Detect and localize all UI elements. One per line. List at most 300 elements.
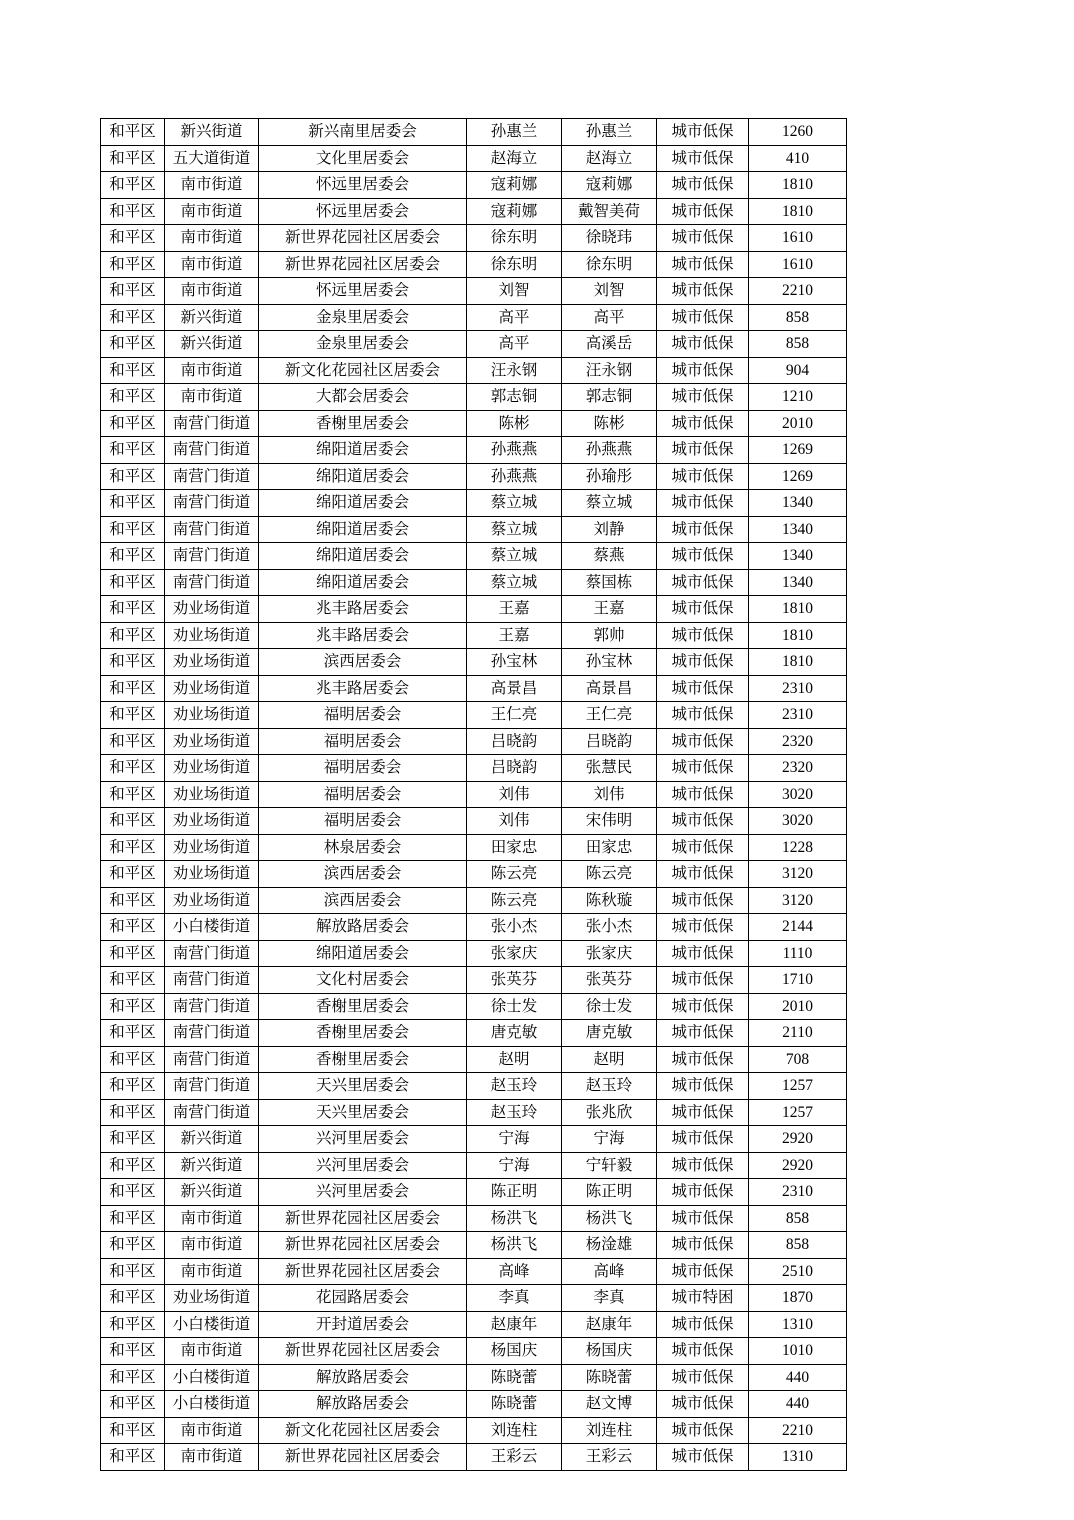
cell-committee: 福明居委会 — [259, 728, 467, 755]
cell-member: 徐士发 — [562, 993, 657, 1020]
cell-district: 和平区 — [101, 1020, 165, 1047]
table-row — [101, 1444, 847, 1471]
cell-street: 南营门街道 — [165, 543, 259, 570]
cell-committee: 金泉里居委会 — [259, 304, 467, 331]
cell-committee: 林泉居委会 — [259, 834, 467, 861]
cell-applicant: 孙宝林 — [467, 649, 562, 676]
cell-applicant: 高景昌 — [467, 675, 562, 702]
cell-assistance-type: 城市低保 — [657, 278, 749, 305]
cell-district: 和平区 — [101, 225, 165, 252]
cell-member: 赵玉玲 — [562, 1073, 657, 1100]
cell-street: 南市街道 — [165, 1205, 259, 1232]
cell-assistance-type: 城市低保 — [657, 1179, 749, 1206]
cell-applicant: 吕晓韵 — [467, 755, 562, 782]
table-row — [101, 119, 847, 146]
cell-assistance-type: 城市低保 — [657, 808, 749, 835]
cell-member: 孙瑜彤 — [562, 463, 657, 490]
cell-district: 和平区 — [101, 543, 165, 570]
cell-applicant: 陈云亮 — [467, 861, 562, 888]
table-row — [101, 808, 847, 835]
cell-street: 劝业场街道 — [165, 755, 259, 782]
cell-amount: 1310 — [749, 1444, 847, 1471]
cell-applicant: 王嘉 — [467, 622, 562, 649]
cell-district: 和平区 — [101, 967, 165, 994]
cell-street: 南营门街道 — [165, 437, 259, 464]
cell-committee: 解放路居委会 — [259, 1391, 467, 1418]
table-row — [101, 410, 847, 437]
cell-applicant: 王仁亮 — [467, 702, 562, 729]
cell-member: 赵明 — [562, 1046, 657, 1073]
cell-amount: 1210 — [749, 384, 847, 411]
cell-applicant: 王嘉 — [467, 596, 562, 623]
cell-committee: 新世界花园社区居委会 — [259, 225, 467, 252]
cell-amount: 1269 — [749, 463, 847, 490]
cell-committee: 新兴南里居委会 — [259, 119, 467, 146]
cell-amount: 1870 — [749, 1285, 847, 1312]
cell-assistance-type: 城市低保 — [657, 172, 749, 199]
cell-committee: 福明居委会 — [259, 702, 467, 729]
cell-applicant: 陈晓蕾 — [467, 1391, 562, 1418]
cell-member: 寇莉娜 — [562, 172, 657, 199]
cell-applicant: 寇莉娜 — [467, 198, 562, 225]
cell-applicant: 赵海立 — [467, 145, 562, 172]
table-row — [101, 172, 847, 199]
cell-amount: 2144 — [749, 914, 847, 941]
cell-assistance-type: 城市低保 — [657, 675, 749, 702]
cell-street: 小白楼街道 — [165, 1364, 259, 1391]
cell-amount: 1260 — [749, 119, 847, 146]
cell-district: 和平区 — [101, 357, 165, 384]
cell-committee: 兴河里居委会 — [259, 1152, 467, 1179]
cell-amount: 1340 — [749, 569, 847, 596]
cell-applicant: 徐士发 — [467, 993, 562, 1020]
cell-member: 李真 — [562, 1285, 657, 1312]
cell-committee: 新文化花园社区居委会 — [259, 1417, 467, 1444]
cell-street: 南营门街道 — [165, 490, 259, 517]
table-row — [101, 1020, 847, 1047]
table-row — [101, 622, 847, 649]
cell-applicant: 陈彬 — [467, 410, 562, 437]
table-row — [101, 437, 847, 464]
cell-assistance-type: 城市低保 — [657, 357, 749, 384]
cell-applicant: 王彩云 — [467, 1444, 562, 1471]
cell-member: 张英芬 — [562, 967, 657, 994]
table-row — [101, 1126, 847, 1153]
cell-applicant: 高峰 — [467, 1258, 562, 1285]
cell-member: 张兆欣 — [562, 1099, 657, 1126]
cell-district: 和平区 — [101, 1391, 165, 1418]
cell-member: 刘智 — [562, 278, 657, 305]
cell-assistance-type: 城市低保 — [657, 1258, 749, 1285]
cell-street: 小白楼街道 — [165, 1391, 259, 1418]
cell-street: 南营门街道 — [165, 1046, 259, 1073]
cell-committee: 兆丰路居委会 — [259, 596, 467, 623]
cell-applicant: 郭志铜 — [467, 384, 562, 411]
cell-street: 五大道街道 — [165, 145, 259, 172]
cell-district: 和平区 — [101, 808, 165, 835]
cell-applicant: 孙燕燕 — [467, 463, 562, 490]
cell-street: 南市街道 — [165, 172, 259, 199]
table-row — [101, 1179, 847, 1206]
cell-applicant: 吕晓韵 — [467, 728, 562, 755]
cell-district: 和平区 — [101, 278, 165, 305]
cell-amount: 1340 — [749, 490, 847, 517]
cell-amount: 1810 — [749, 622, 847, 649]
cell-committee: 新世界花园社区居委会 — [259, 251, 467, 278]
cell-member: 蔡立城 — [562, 490, 657, 517]
cell-street: 南市街道 — [165, 357, 259, 384]
cell-district: 和平区 — [101, 490, 165, 517]
table-row — [101, 490, 847, 517]
table-row — [101, 1099, 847, 1126]
cell-street: 南营门街道 — [165, 463, 259, 490]
cell-street: 劝业场街道 — [165, 808, 259, 835]
cell-applicant: 陈晓蕾 — [467, 1364, 562, 1391]
cell-street: 南市街道 — [165, 225, 259, 252]
cell-amount: 1610 — [749, 225, 847, 252]
cell-street: 新兴街道 — [165, 1179, 259, 1206]
cell-district: 和平区 — [101, 1205, 165, 1232]
cell-member: 吕晓韵 — [562, 728, 657, 755]
cell-member: 陈正明 — [562, 1179, 657, 1206]
cell-amount: 858 — [749, 331, 847, 358]
cell-assistance-type: 城市低保 — [657, 1444, 749, 1471]
cell-applicant: 唐克敏 — [467, 1020, 562, 1047]
table-row — [101, 145, 847, 172]
cell-district: 和平区 — [101, 702, 165, 729]
cell-amount: 1257 — [749, 1099, 847, 1126]
cell-district: 和平区 — [101, 172, 165, 199]
cell-district: 和平区 — [101, 1444, 165, 1471]
cell-amount: 2010 — [749, 410, 847, 437]
cell-assistance-type: 城市低保 — [657, 119, 749, 146]
cell-assistance-type: 城市低保 — [657, 1311, 749, 1338]
cell-assistance-type: 城市低保 — [657, 225, 749, 252]
cell-committee: 福明居委会 — [259, 808, 467, 835]
cell-assistance-type: 城市低保 — [657, 304, 749, 331]
cell-member: 赵海立 — [562, 145, 657, 172]
cell-assistance-type: 城市低保 — [657, 1020, 749, 1047]
cell-district: 和平区 — [101, 198, 165, 225]
cell-street: 劝业场街道 — [165, 622, 259, 649]
cell-amount: 858 — [749, 1232, 847, 1259]
cell-committee: 兴河里居委会 — [259, 1179, 467, 1206]
cell-amount: 2310 — [749, 702, 847, 729]
cell-district: 和平区 — [101, 861, 165, 888]
cell-applicant: 汪永钢 — [467, 357, 562, 384]
cell-assistance-type: 城市低保 — [657, 1126, 749, 1153]
cell-amount: 1340 — [749, 516, 847, 543]
cell-member: 王嘉 — [562, 596, 657, 623]
cell-assistance-type: 城市低保 — [657, 198, 749, 225]
cell-applicant: 徐东明 — [467, 251, 562, 278]
cell-amount: 3120 — [749, 887, 847, 914]
table-row — [101, 1417, 847, 1444]
cell-district: 和平区 — [101, 834, 165, 861]
table-row — [101, 940, 847, 967]
cell-applicant: 杨洪飞 — [467, 1205, 562, 1232]
cell-district: 和平区 — [101, 1417, 165, 1444]
cell-member: 陈云亮 — [562, 861, 657, 888]
table-row — [101, 225, 847, 252]
cell-amount: 858 — [749, 304, 847, 331]
table-container — [100, 118, 846, 1471]
cell-street: 南市街道 — [165, 278, 259, 305]
cell-assistance-type: 城市低保 — [657, 940, 749, 967]
cell-committee: 香榭里居委会 — [259, 993, 467, 1020]
cell-assistance-type: 城市低保 — [657, 437, 749, 464]
cell-district: 和平区 — [101, 1311, 165, 1338]
cell-committee: 绵阳道居委会 — [259, 543, 467, 570]
cell-district: 和平区 — [101, 1046, 165, 1073]
cell-amount: 1310 — [749, 1311, 847, 1338]
cell-committee: 香榭里居委会 — [259, 1020, 467, 1047]
table-row — [101, 755, 847, 782]
cell-member: 汪永钢 — [562, 357, 657, 384]
table-row — [101, 914, 847, 941]
cell-applicant: 田家忠 — [467, 834, 562, 861]
cell-district: 和平区 — [101, 1232, 165, 1259]
cell-assistance-type: 城市低保 — [657, 1364, 749, 1391]
cell-applicant: 赵康年 — [467, 1311, 562, 1338]
cell-district: 和平区 — [101, 251, 165, 278]
cell-applicant: 张家庆 — [467, 940, 562, 967]
cell-member: 刘连柱 — [562, 1417, 657, 1444]
cell-committee: 怀远里居委会 — [259, 198, 467, 225]
cell-applicant: 赵玉玲 — [467, 1073, 562, 1100]
cell-committee: 新世界花园社区居委会 — [259, 1444, 467, 1471]
cell-amount: 2310 — [749, 675, 847, 702]
cell-applicant: 赵玉玲 — [467, 1099, 562, 1126]
cell-member: 高景昌 — [562, 675, 657, 702]
cell-member: 刘静 — [562, 516, 657, 543]
cell-applicant: 杨国庆 — [467, 1338, 562, 1365]
cell-assistance-type: 城市低保 — [657, 622, 749, 649]
cell-applicant: 蔡立城 — [467, 516, 562, 543]
cell-amount: 2010 — [749, 993, 847, 1020]
table-row — [101, 304, 847, 331]
table-row — [101, 702, 847, 729]
cell-committee: 怀远里居委会 — [259, 278, 467, 305]
cell-district: 和平区 — [101, 1099, 165, 1126]
cell-amount: 2510 — [749, 1258, 847, 1285]
cell-street: 新兴街道 — [165, 304, 259, 331]
cell-street: 小白楼街道 — [165, 1311, 259, 1338]
cell-member: 徐晓玮 — [562, 225, 657, 252]
cell-district: 和平区 — [101, 331, 165, 358]
cell-street: 南营门街道 — [165, 569, 259, 596]
cell-street: 劝业场街道 — [165, 834, 259, 861]
cell-assistance-type: 城市低保 — [657, 1205, 749, 1232]
cell-district: 和平区 — [101, 304, 165, 331]
cell-district: 和平区 — [101, 1258, 165, 1285]
table-row — [101, 1258, 847, 1285]
cell-applicant: 孙惠兰 — [467, 119, 562, 146]
cell-assistance-type: 城市低保 — [657, 384, 749, 411]
cell-street: 南营门街道 — [165, 410, 259, 437]
cell-amount: 1228 — [749, 834, 847, 861]
cell-committee: 花园路居委会 — [259, 1285, 467, 1312]
cell-applicant: 孙燕燕 — [467, 437, 562, 464]
cell-amount: 2320 — [749, 728, 847, 755]
cell-street: 南市街道 — [165, 1258, 259, 1285]
table-row — [101, 331, 847, 358]
cell-amount: 904 — [749, 357, 847, 384]
cell-district: 和平区 — [101, 649, 165, 676]
cell-applicant: 寇莉娜 — [467, 172, 562, 199]
table-row — [101, 1364, 847, 1391]
cell-amount: 1810 — [749, 649, 847, 676]
table-row — [101, 1232, 847, 1259]
cell-street: 南营门街道 — [165, 967, 259, 994]
cell-member: 宁轩毅 — [562, 1152, 657, 1179]
cell-assistance-type: 城市低保 — [657, 569, 749, 596]
cell-street: 南市街道 — [165, 1232, 259, 1259]
table-row — [101, 781, 847, 808]
cell-assistance-type: 城市低保 — [657, 463, 749, 490]
cell-amount: 1810 — [749, 596, 847, 623]
cell-district: 和平区 — [101, 119, 165, 146]
cell-amount: 858 — [749, 1205, 847, 1232]
cell-assistance-type: 城市低保 — [657, 781, 749, 808]
cell-member: 孙宝林 — [562, 649, 657, 676]
cell-member: 张慧民 — [562, 755, 657, 782]
cell-committee: 福明居委会 — [259, 755, 467, 782]
cell-committee: 新世界花园社区居委会 — [259, 1338, 467, 1365]
table-row — [101, 887, 847, 914]
cell-assistance-type: 城市低保 — [657, 331, 749, 358]
cell-district: 和平区 — [101, 1126, 165, 1153]
table-row — [101, 1046, 847, 1073]
table-body — [101, 119, 847, 1471]
table-row — [101, 649, 847, 676]
cell-applicant: 李真 — [467, 1285, 562, 1312]
cell-member: 蔡国栋 — [562, 569, 657, 596]
cell-applicant: 蔡立城 — [467, 490, 562, 517]
cell-applicant: 刘伟 — [467, 781, 562, 808]
cell-committee: 解放路居委会 — [259, 1364, 467, 1391]
cell-committee: 兆丰路居委会 — [259, 622, 467, 649]
cell-committee: 绵阳道居委会 — [259, 463, 467, 490]
cell-amount: 2310 — [749, 1179, 847, 1206]
cell-committee: 兴河里居委会 — [259, 1126, 467, 1153]
cell-member: 赵康年 — [562, 1311, 657, 1338]
cell-member: 赵文博 — [562, 1391, 657, 1418]
cell-amount: 1340 — [749, 543, 847, 570]
cell-assistance-type: 城市低保 — [657, 1232, 749, 1259]
cell-district: 和平区 — [101, 1285, 165, 1312]
table-row — [101, 543, 847, 570]
cell-amount: 1610 — [749, 251, 847, 278]
cell-amount: 3020 — [749, 808, 847, 835]
table-row — [101, 569, 847, 596]
cell-member: 田家忠 — [562, 834, 657, 861]
table-row — [101, 463, 847, 490]
table-row — [101, 251, 847, 278]
cell-assistance-type: 城市低保 — [657, 1391, 749, 1418]
cell-member: 孙燕燕 — [562, 437, 657, 464]
cell-member: 杨洪飞 — [562, 1205, 657, 1232]
cell-street: 南市街道 — [165, 1417, 259, 1444]
cell-assistance-type: 城市低保 — [657, 543, 749, 570]
cell-amount: 708 — [749, 1046, 847, 1073]
cell-amount: 3120 — [749, 861, 847, 888]
table-row — [101, 728, 847, 755]
cell-district: 和平区 — [101, 622, 165, 649]
cell-street: 劝业场街道 — [165, 649, 259, 676]
cell-street: 新兴街道 — [165, 1152, 259, 1179]
cell-applicant: 陈云亮 — [467, 887, 562, 914]
cell-assistance-type: 城市低保 — [657, 861, 749, 888]
cell-district: 和平区 — [101, 437, 165, 464]
cell-district: 和平区 — [101, 384, 165, 411]
cell-assistance-type: 城市低保 — [657, 1338, 749, 1365]
cell-assistance-type: 城市低保 — [657, 410, 749, 437]
cell-district: 和平区 — [101, 410, 165, 437]
cell-assistance-type: 城市低保 — [657, 967, 749, 994]
cell-district: 和平区 — [101, 145, 165, 172]
cell-amount: 1810 — [749, 198, 847, 225]
cell-member: 刘伟 — [562, 781, 657, 808]
cell-committee: 滨西居委会 — [259, 861, 467, 888]
table-row — [101, 384, 847, 411]
cell-street: 劝业场街道 — [165, 887, 259, 914]
cell-committee: 福明居委会 — [259, 781, 467, 808]
cell-street: 新兴街道 — [165, 119, 259, 146]
cell-assistance-type: 城市低保 — [657, 490, 749, 517]
cell-street: 小白楼街道 — [165, 914, 259, 941]
cell-applicant: 赵明 — [467, 1046, 562, 1073]
cell-member: 高平 — [562, 304, 657, 331]
cell-member: 王仁亮 — [562, 702, 657, 729]
table-row — [101, 834, 847, 861]
cell-applicant: 张英芬 — [467, 967, 562, 994]
cell-applicant: 陈正明 — [467, 1179, 562, 1206]
cell-committee: 绵阳道居委会 — [259, 516, 467, 543]
cell-member: 杨国庆 — [562, 1338, 657, 1365]
cell-street: 南市街道 — [165, 1338, 259, 1365]
cell-amount: 440 — [749, 1391, 847, 1418]
cell-member: 杨淦雄 — [562, 1232, 657, 1259]
cell-member: 郭帅 — [562, 622, 657, 649]
cell-district: 和平区 — [101, 1338, 165, 1365]
cell-street: 劝业场街道 — [165, 1285, 259, 1312]
cell-member: 孙惠兰 — [562, 119, 657, 146]
cell-member: 唐克敏 — [562, 1020, 657, 1047]
cell-street: 南营门街道 — [165, 516, 259, 543]
table-row — [101, 278, 847, 305]
cell-assistance-type: 城市低保 — [657, 251, 749, 278]
cell-assistance-type: 城市低保 — [657, 1152, 749, 1179]
cell-applicant: 张小杰 — [467, 914, 562, 941]
cell-assistance-type: 城市特困 — [657, 1285, 749, 1312]
table-row — [101, 1338, 847, 1365]
table-row — [101, 1285, 847, 1312]
cell-district: 和平区 — [101, 940, 165, 967]
cell-applicant: 刘智 — [467, 278, 562, 305]
cell-member: 郭志铜 — [562, 384, 657, 411]
cell-street: 南市街道 — [165, 251, 259, 278]
assistance-records-table — [100, 118, 847, 1471]
cell-committee: 兆丰路居委会 — [259, 675, 467, 702]
cell-assistance-type: 城市低保 — [657, 1099, 749, 1126]
cell-street: 南营门街道 — [165, 1020, 259, 1047]
cell-amount: 2210 — [749, 1417, 847, 1444]
cell-committee: 绵阳道居委会 — [259, 940, 467, 967]
cell-assistance-type: 城市低保 — [657, 516, 749, 543]
cell-committee: 绵阳道居委会 — [259, 490, 467, 517]
cell-committee: 滨西居委会 — [259, 887, 467, 914]
